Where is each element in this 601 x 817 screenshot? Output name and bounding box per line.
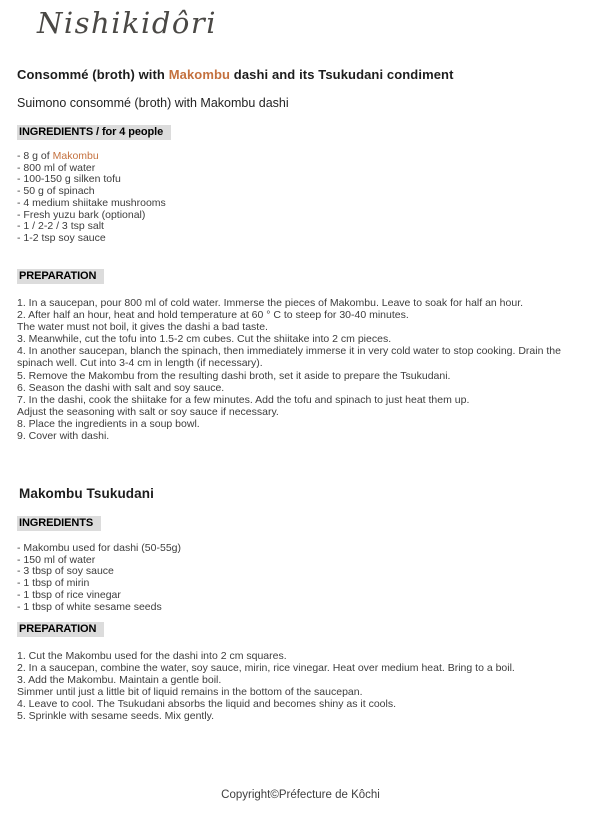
brand-logo: Nishikidôri: [37, 6, 217, 40]
preparation-step: 1. Cut the Makombu used for the dashi into 2 cm squares.: [17, 650, 287, 662]
preparation-step: [17, 723, 589, 735]
ingredient-item: - 1-2 tsp soy sauce: [17, 231, 106, 244]
ingredient-item: - 3 tbsp of soy sauce: [17, 565, 114, 578]
ingredient-item: - Makombu used for dashi (50-55g): [17, 542, 181, 554]
ingredient-item: - 1 tbsp of white sesame seeds: [17, 600, 162, 613]
preparation-step: The water must not boil, it gives the dashi a bad taste.: [17, 321, 268, 334]
page-title: [17, 67, 587, 82]
ingredients-list: [17, 151, 589, 245]
ingredient-item: - 1 / 2-2 / 3 tsp salt: [17, 220, 104, 233]
preparation-step: 6. Season the dashi with salt and soy sauce.: [17, 381, 225, 394]
ingredient-item: [17, 151, 589, 163]
preparation-step: 2. In a saucepan, combine the water, soy sauce, mirin, rice vinegar. Heat over medium heat. Bring to a boil.: [17, 662, 515, 675]
preparation-step: 9. Cover with dashi.: [17, 430, 110, 443]
preparation-step: 4. Leave to cool. The Tsukudani absorbs the liquid and becomes shiny as it cools.: [17, 698, 397, 711]
text-run: Consommé (broth) with: [17, 67, 169, 82]
ingredients-heading-2: INGREDIENTS: [17, 516, 101, 531]
ingredients-list-2: [17, 543, 589, 613]
preparation-step: Simmer until just a little bit of liquid remains in the bottom of the saucepan.: [17, 686, 363, 699]
preparation-step: 1. In a saucepan, pour 800 ml of cold water. Immerse the pieces of Makombu. Leave to soak for half an hour.: [17, 297, 524, 309]
preparation-steps-2: [17, 650, 589, 735]
preparation-step: 3. Meanwhile, cut the tofu into 1.5-2 cm cubes. Cut the shiitake into 2 cm pieces.: [17, 333, 392, 346]
ingredient-item: - 800 ml of water: [17, 161, 96, 174]
ingredient-item: - 4 medium shiitake mushrooms: [17, 196, 166, 209]
preparation-heading-2: PREPARATION: [17, 622, 104, 637]
preparation-step: 2. After half an hour, heat and hold temperature at 60 ° C to steep for 30-40 minutes.: [17, 309, 409, 322]
preparation-step: 7. In the dashi, cook the shiitake for a few minutes. Add the tofu and spinach to just heat them up.: [17, 393, 470, 406]
preparation-step: 8. Place the ingredients in a soup bowl.: [17, 417, 200, 430]
page-subtitle: Suimono consommé (broth) with Makombu dashi: [17, 96, 289, 110]
accent-text: Makombu: [168, 67, 231, 82]
ingredient-item: - 1 tbsp of rice vinegar: [17, 588, 121, 601]
preparation-step: 3. Add the Makombu. Maintain a gentle boil.: [17, 674, 222, 687]
preparation-step: 5. Sprinkle with sesame seeds. Mix gently.: [17, 710, 215, 723]
ingredients-heading: INGREDIENTS / for 4 people: [17, 125, 171, 140]
accent-text: Makombu: [52, 150, 99, 162]
preparation-step: Adjust the seasoning with salt or soy sauce if necessary.: [17, 405, 279, 418]
text-run: - 8 g of: [17, 150, 53, 162]
ingredient-item: - Fresh yuzu bark (optional): [17, 208, 146, 221]
ingredient-item: - 150 ml of water: [17, 553, 96, 566]
text-run: dashi and its Tsukudani condiment: [230, 67, 454, 82]
preparation-step: 5. Remove the Makombu from the resulting dashi broth, set it aside to prepare the Tsukudani.: [17, 369, 451, 382]
ingredient-item: - 50 g of spinach: [17, 185, 95, 198]
preparation-step: 4. In another saucepan, blanch the spinach, then immediately immerse it in very cold water to stop cooking. Drain the spinach well. Cut into 3-4 cm in length (if necessary).: [17, 345, 561, 370]
recipe2-title: Makombu Tsukudani: [19, 486, 154, 501]
preparation-steps: [17, 297, 589, 442]
ingredient-item: - 1 tbsp of mirin: [17, 577, 90, 590]
preparation-heading: PREPARATION: [17, 269, 104, 284]
copyright-notice: Copyright©Préfecture de Kôchi: [221, 789, 380, 801]
ingredient-item: - 100-150 g silken tofu: [17, 173, 121, 186]
